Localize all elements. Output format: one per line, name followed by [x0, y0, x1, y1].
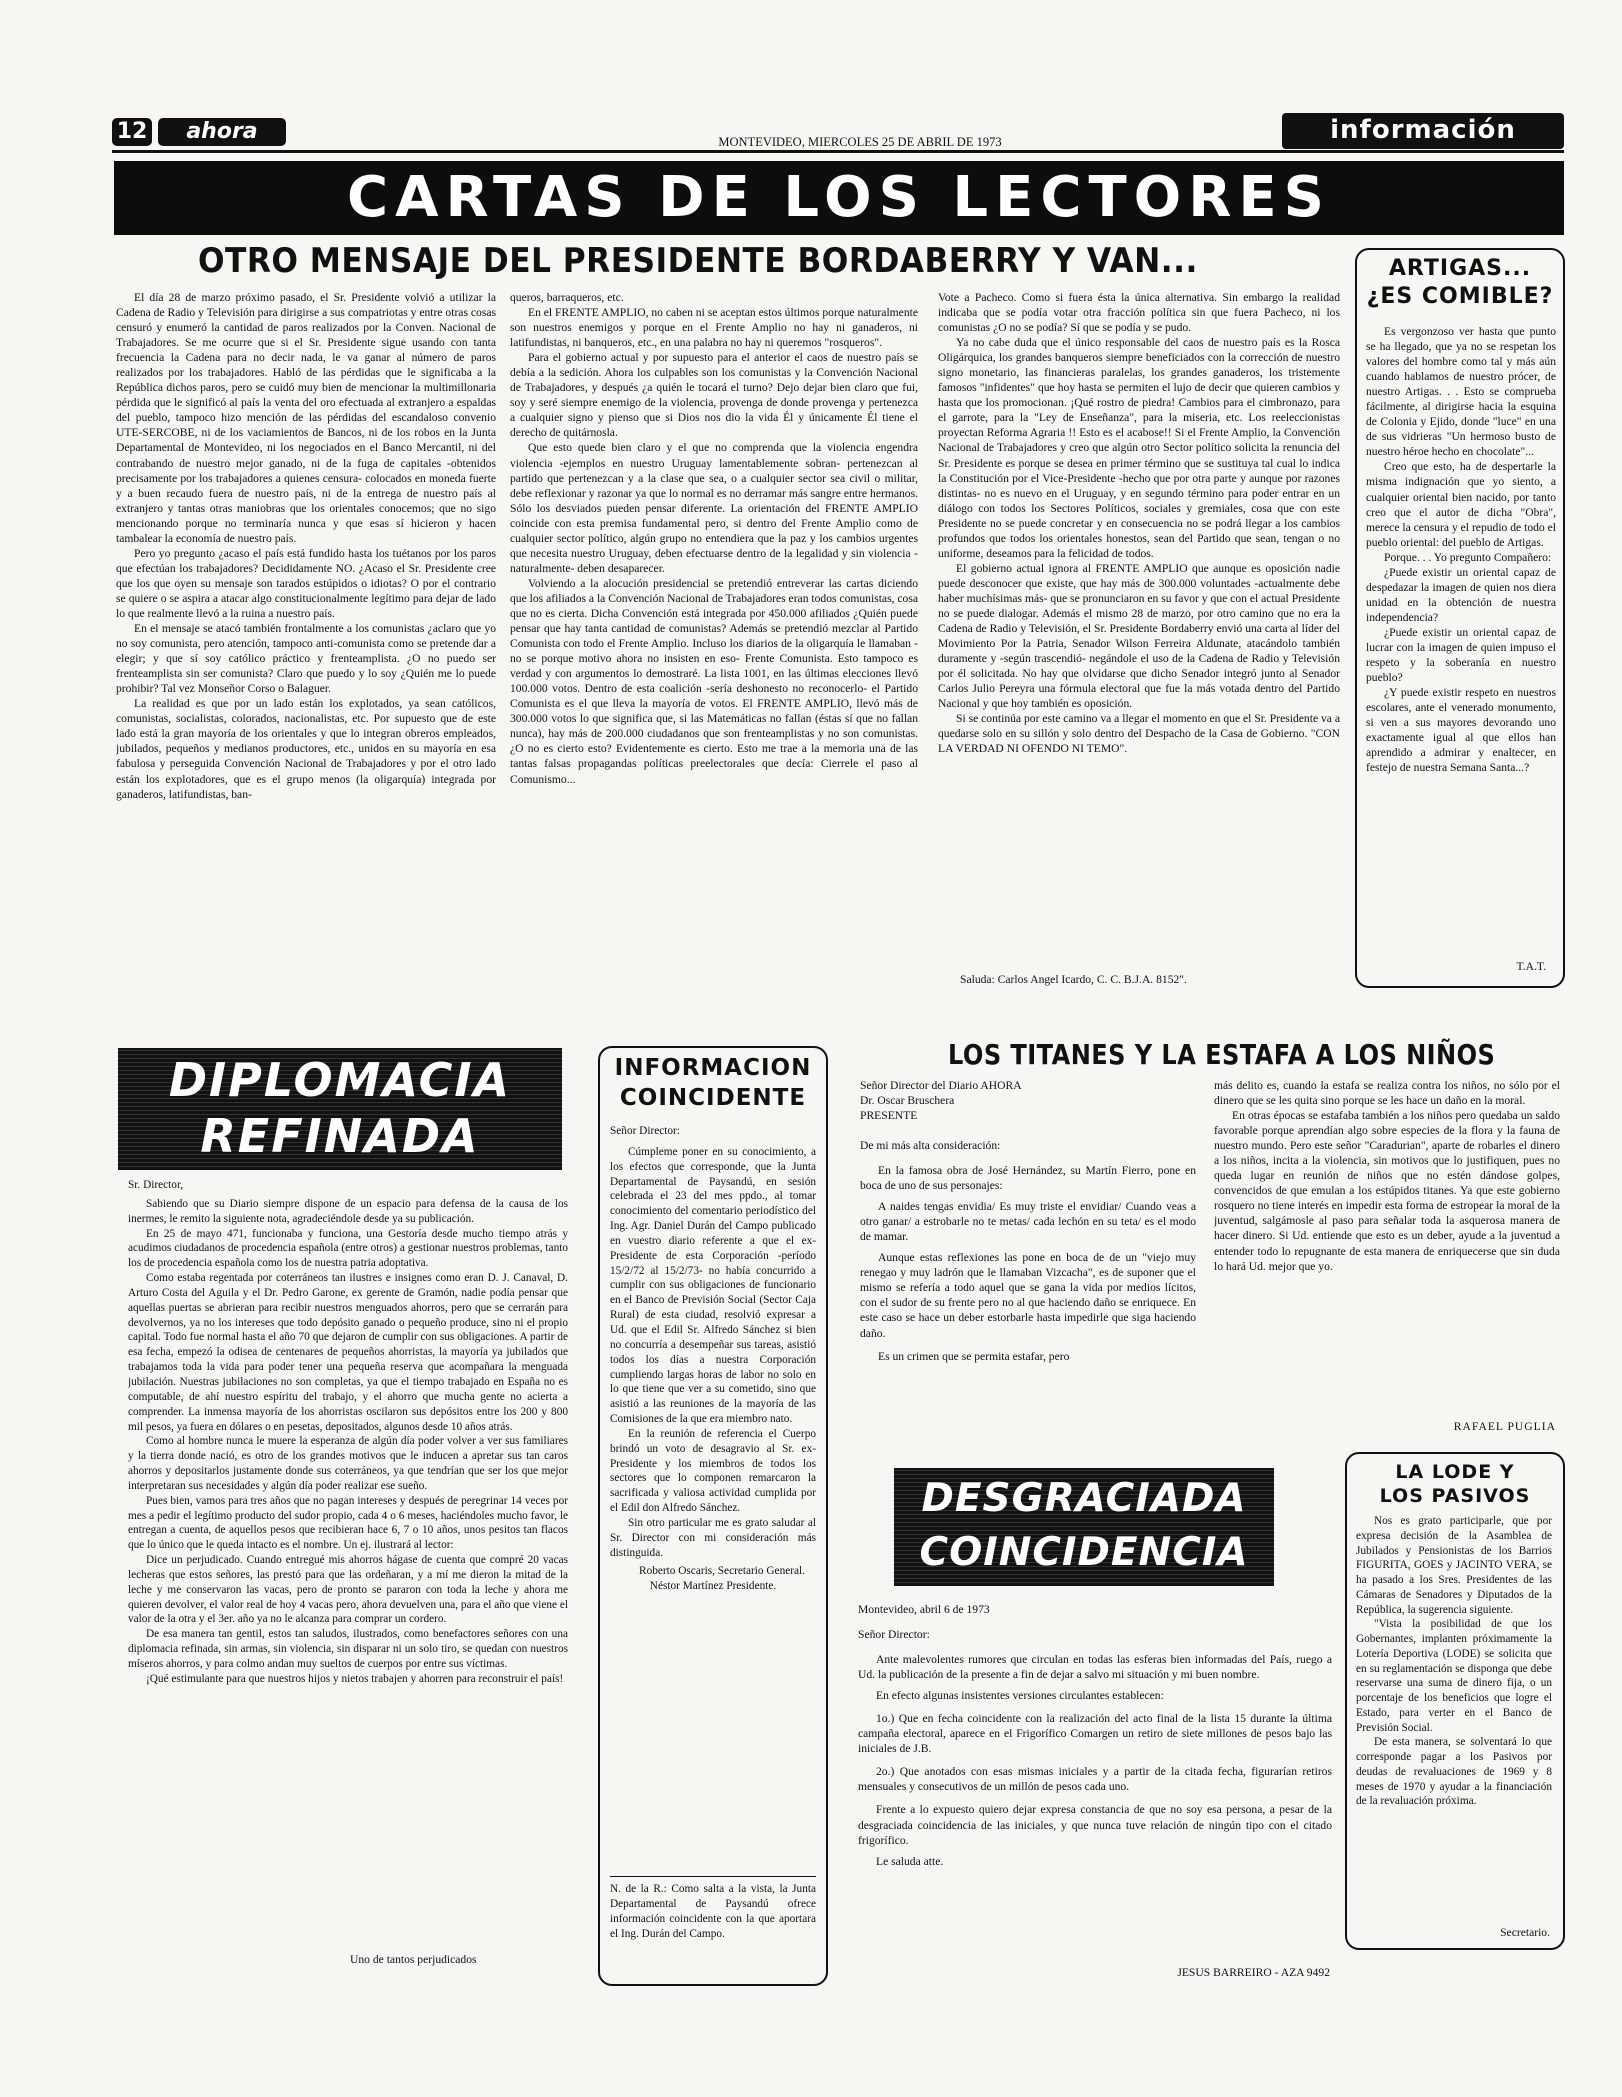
titanes-addressee: PRESENTE [860, 1109, 918, 1123]
diplomacia-paragraph: Como al hombre nunca le muere la esperanza de algún día poder volver a ver sus familiares y la tierra donde nació, es otro de los grandes motivos que le inducen a apretar sus tan caros ahorros y depositarlos justamente donde sus coterráneos, ya que tendrían que ser los que mejor interpretaran sus necesidades y algún día poder realizar ese sueño. [128, 1435, 568, 1492]
letter1-signature: Saluda: Carlos Angel Icardo, C. C. B.J.A. 8152". [960, 973, 1187, 986]
page-number: 12 [112, 118, 152, 146]
masthead-rule [112, 150, 1564, 153]
titanes-greeting: De mi más alta consideración: [860, 1139, 1001, 1152]
artigas-signature: T.A.T. [1516, 960, 1546, 973]
diplomacia-paragraph: En 25 de mayo 471, funcionaba y funciona, una Gestoría desde mucho tiempo atrás y acudimos ciudadanos de procedencia española (entre otros) a gestionar nuestros problemas, tanto los de procedencia española como los de nuestra patria adoptativa. [128, 1227, 568, 1270]
letter1-headline: OTRO MENSAJE DEL PRESIDENTE BORDABERRY Y VAN... [198, 241, 1198, 281]
titanes-header [860, 1078, 1200, 1134]
lode-body [1356, 1514, 1552, 1924]
titanes-paragraph: En otras épocas se estafaba también a los niños pero quedaba un saldo favorable porque aprendían algo sobre especies de la flora y la fauna de nuestro mundo. Pero este señor "Caradurian", aparte de robarles el dinero a los niños, incita a la violencia, sin motivos que lo justifiquen, pues no queda lugar en reunión de niños que no estén dándose golpes, convencidos de que emulan a los estúpidos titanes. Ya que este gobierno rosquero no tiene interés en impedir esta forma de estropear la moral de la juventud, salgámosle al paso para señalar toda la asquerosa manera de hacer dinero. Si Ud. entiende que esto es un deber, ayude a la juventud a entender todo lo repugnante de esta manera de enriquecerse que sin duda lo hará Ud. mejor que yo. [1214, 1109, 1560, 1273]
letter1-column-3 [938, 290, 1340, 962]
letter1-paragraph: Vote a Pacheco. Como si fuera ésta la única alternativa. Sin embargo la realidad indicaba que se podía votar otra fracción política sin que fuera Pacheco, ni los comunistas ¿O no se podía? Sí que se podía y se pudo. [938, 291, 1340, 335]
titanes-addressee: Señor Director del Diario AHORA [860, 1079, 1022, 1092]
titanes-column-2 [1214, 1078, 1560, 1418]
artigas-paragraph: Es vergonzoso ver hasta que punto se ha llegado, que ya no se respetan los valores del hombre como tal y más aún cuando hablamos de nuestro prócer, de nuestro Artigas. . . Esto se comprueba fácilmente, al dirigirse hacia la esquina de Colonia y Ejido, donde "luce" en una de sus vidrieras "Un hermoso busto de nuestro héroe hecho en chocolate"... [1366, 325, 1556, 459]
diplomacia-paragraph: Como estaba regentada por coterráneos tan ilustres e insignes como eran D. J. Canaval, D. Arturo Costa del Aguila y el Dr. Pedro Garone, ex gerente de Gramón, nadie podía pensar que aquellas puertas se abrieran para recibir nuestros menguados ahorros, pero que se cerrarán para devolvernos, ya no los intereses que todo depósito ganado o pequeño produce, sino ni el propio capital. Todo fue normal hasta el año 70 que dejaron de cumplir con sus obligaciones. A partir de esa fecha, empezó la odisea de centenares de pequeños ahorristas, la mayoría ya jubilados que trabajamos toda la vida para poder tener una pequeña reserva que acompañara la menguada jubilación. Nuestras jubilaciones no son completas, ya que el tiempo trabajado en España no es computable, de ahí nuestro espíritu del trabajo, y el ahorro que mucha gente no acierta a comprender. La inmensa mayoría de los ahorristas oscilaron sus depósitos entre los 200 y 800 mil pesos, ya fuera en dólares o en pesetas, depositados, algunos desde 10 años atrás. [128, 1272, 568, 1433]
lode-title: LA LODE Y [1395, 1461, 1515, 1483]
artigas-paragraph: Creo que esto, ha de despertarle la misma indignación que yo siento, a cualquier oriental bien nacido, por tanto creo que el autor de dicha "Obra", merece la censura y el repudio de todo el pueblo oriental: del pueblo de Artigas. [1366, 460, 1556, 549]
letter1-column-1 [116, 290, 496, 990]
desgraciada-paragraph: 2o.) Que anotados con esas mismas iniciales y a partir de la citada fecha, figurarían retiros mensuales y consecutivos de un millón de pesos cada uno. [858, 1765, 1332, 1794]
lode-paragraph: De esta manera, se solventará lo que corresponde pagar a los Pasivos por deudas de revaluaciones de 1969 y 8 meses de 1970 y ayudar a la financiación de la revaluación próxima. [1356, 1736, 1552, 1808]
letter1-paragraph: El gobierno actual ignora al FRENTE AMPLIO que aunque es oposición nadie puede desconocer que existe, que hay más de 300.000 voluntades -actualmente debe haber muchísimas más- que se pronunciaron en su favor y que con el actual Presidente no se puede dialogar. Además el mismo 28 de marzo, por otro camino que no era la Cadena de Radio y Televisión, el Sr. Presidente Bordaberry envió una carta al líder del Movimiento Por la Patria, Senador Wilson Ferreira Aldunate, atacándolo también duramente y -según trascendió- negándole el uso de la Cadena de Radio y Televisión por él solicitada. No hay que olvidarse que dicho Senador integró junto al Senador Carlos Julio Pereyra una fórmula electoral que fue la más votada dentro del Partido Nacional y que hoy también es oposición. [938, 561, 1340, 711]
letter1-paragraph: En el FRENTE AMPLIO, no caben ni se aceptan estos últimos porque naturalmente son nuestros enemigos y porque en el Frente Amplio no hay ni ganaderos, ni latifundistas, ni banqueros, etc., en una palabra no hay ni queremos "rosqueros". [510, 306, 918, 350]
titanes-paragraph: En la famosa obra de José Hernández, su Martín Fierro, pone en boca de uno de sus personajes: [860, 1164, 1196, 1193]
desgraciada-paragraph: En efecto algunas insistentes versiones circulantes establecen: [876, 1689, 1164, 1703]
titanes-quote: A naides tengas envidia/ Es muy triste el envidiar/ Cuando veas a otro ganar/ a estrobarle no te metas/ cada lechón en su teta/ es el modo de mamar. [860, 1200, 1196, 1244]
letter1-column-2 [510, 290, 918, 990]
letter1-paragraph: Para el gobierno actual y por supuesto para el anterior el caos de nuestro país se debía a la sedición. Ahora los culpables son los comunistas y la Convención Nacional de Trabajadores, y después ¿a quién le tocará el turno? Dejo dejar bien claro que fui, soy y seré siempre enemigo de la violencia, provenga de donde provenga y pertenezca a cualquier signo y pienso que si Dios nos dio la vida Él y únicamente Él tiene el derecho de quitárnosla. [510, 351, 918, 440]
letter1-paragraph: Que esto quede bien claro y el que no comprenda que la violencia engendra violencia -ejemplos en nuestro Uruguay lamentablemente sobran- pertenezcan al partido que pertenezcan y a la clase que sea, o a cualquier sector sea civil o militar, debe reflexionar y razonar ya que lo normal es no derramar más sangre entre hermanos. Sólo los desviados pueden pensar diferente. La orientación del FRENTE AMPLIO coincide con esta premisa fundamental pero, si dentro del Frente Amplio como de cualquier sector político, algún grupo no entendiera que la paz y los cambios urgentes que necesita nuestro Uruguay, deben efectuarse dentro de la legalidad y sin violencia -naturalmente- deben desaparecer. [510, 441, 918, 575]
letter1-paragraph: Si se continúa por este camino va a llegar el momento en que el Sr. Presidente va a quedarse solo en su sillón y solo dentro del Despacho de la Casa de Gobierno. "CON LA VERDAD NI OFENDO NI TEMO". [938, 712, 1340, 756]
informacion-signature: Roberto Oscaris, Secretario General. Néstor Martínez Presidente. [639, 1565, 805, 1593]
lode-paragraph: Nos es grato participarle, que por expresa decisión de la Asamblea de Jubilados y Pensionistas de los Barrios FIGURITA, GOES y JACINTO VERA, se ha pasado a los Sres. Presidentes de las Cámaras de Senadores y Diputados de la República, la sugerencia siguiente. [1356, 1515, 1552, 1616]
informacion-editor-note [610, 1882, 816, 1982]
artigas-subtitle: ¿ES COMIBLE? [1366, 284, 1554, 309]
diplomacia-paragraph: ¡Qué estimulante para que nuestros hijos y nietos trabajen y ahorren para reconstruir el país! [146, 1672, 564, 1685]
titanes-signature: RAFAEL PUGLIA [1453, 1420, 1556, 1433]
diplomacia-salutation: Sr. Director, [128, 1179, 184, 1191]
informacion-body [610, 1124, 816, 1864]
informacion-subtitle: COINCIDENTE [619, 1085, 807, 1111]
artigas-body [1366, 324, 1556, 944]
desgraciada-body [858, 1602, 1332, 1954]
letter1-paragraph: La realidad es que por un lado están los explotados, ya sean católicos, comunistas, socialistas, colorados, nacionalistas, etc. Por supuesto que de este lado está la gran mayoría de los orientales y que lo integran obreros empleados, jubilados, pequeños y medianos productores, etc., unidos en su mayoría en esa fabulosa y perseguida Convención Nacional de Trabajadores y por el otro lado están los explotadores, que es el grupo menos (la oligarquía) integrada por ganaderos, latifundistas, ban- [116, 697, 496, 801]
informacion-rule [610, 1876, 816, 1877]
lode-subtitle: LOS PASIVOS [1379, 1485, 1531, 1507]
desgraciada-paragraph: Frente a lo expuesto quiero dejar expresa constancia de que no soy esa persona, a pesar de la desgraciada coincidencia de las iniciales, y que nunca tuve relación de ningún tipo con el citado frigorífico. [858, 1803, 1332, 1847]
ahora-logo: ahora [158, 118, 286, 146]
artigas-paragraph: ¿Y puede existir respeto en nuestros escolares, ante el venerado monumento, si ven a sus mayores devorando uno exactamente igual al que ellos han aprendido a admirar y enaltecer, en festejo de nuestra Semana Santa...? [1366, 686, 1556, 775]
titanes-paragraph: más delito es, cuando la estafa se realiza contra los niños, no sólo por el dinero que se les quita sino porque se les hace un daño en la moral. [1214, 1079, 1560, 1108]
informacion-paragraph: En la reunión de referencia el Cuerpo brindó un voto de desagravio al Sr. ex-Presidente y los miembros de todos los sectores que lo componen remarcaron la sacrificada y valiosa actividad cumplida por el Edil don Alfredo Sánchez. [610, 1427, 816, 1515]
diplomacia-body [128, 1178, 568, 1926]
diplomacia-paragraph: Pues bien, vamos para tres años que no pagan intereses y después de peregrinar 14 veces por mes a pedir el legítimo producto del sudor propio, cada 4 o 6 meses, haciéndoles mucho favor, le entregan a cuenta, de aquellos pesos que recibieran hace 6, 7 o 10 años, unos pesitos tan flacos que lo único que le queda intacto es el nombre. Un ej. ilustrará al lector: [128, 1494, 568, 1552]
desgraciada-title-line-1: DESGRACIADA [921, 1476, 1247, 1521]
informacion-title: INFORMACION [614, 1055, 812, 1081]
lode-signature: Secretario. [1500, 1926, 1550, 1939]
informacion-paragraph: Sin otro particular me es grato saludar al Sr. Director con mi consideración más distinguida. [610, 1516, 816, 1559]
diplomacia-title-line-1: DIPLOMACIA [168, 1053, 512, 1107]
artigas-paragraph: ¿Puede existir un oriental capaz de despedazar la imagen de quien nos diera unidad en la obtención de nuestra independencia? [1366, 565, 1556, 624]
desgraciada-signature: JESUS BARREIRO - AZA 9492 [1177, 1966, 1330, 1979]
diplomacia-paragraph: De esa manera tan gentil, estos tan saludos, ilustrados, como benefactores señores con una diplomacia refinada, sin armas, sin violencia, sin disparar ni un solo tiro, se quedan con nuestros míseros ahorros, y para colmo andan muy sueltos de cuerpos por entre sus víctimas. [128, 1628, 568, 1670]
artigas-paragraph: Porque. . . Yo pregunto Compañero: [1384, 550, 1552, 564]
desgraciada-paragraph: Ante malevolentes rumores que circulan en todas las esferas bien informadas del País, ruego a Ud. la publicación de la presente a fin de dejar a salvo mi situación y mi buen nombre. [858, 1653, 1332, 1682]
banner-title: CARTAS DE LOS LECTORES [347, 165, 1331, 230]
letter1-paragraph: Ya no cabe duda que el único responsable del caos de nuestro país es la Rosca Oligárquica, los grandes banqueros siempre beneficiados con la corrección de nuestro signo monetario, las financieras paralelas, los grandes ganaderos, los tristemente famosos "infidentes" que hoy hasta se permiten el lujo de decir que quieren cambios y hasta que los promocionan. ¡Qué rostro de piedra! Cambios para el cimbronazo, para el garrote, para la "Ley de Enseñanza", para la miseria, etc. Los reeleccionistas proyectan Reforma Agraria !! Esto es el acabose!! Si el Frente Amplio, la Convención Nacional de Trabajadores y creo que algún otro Sector político solicita la renuncia del Sr. Presidente es porque se desea en primer término que se sustituya tal cual lo indica la Constitución por el Vice-Presidente -hecho que por otra parte y aunque por razones distintas- no es nuevo en el Uruguay, y en segundo término para poder entrar en un diálogo con todos los Sectores Políticos, sociales y gremiales, cosa que con este Presidente no se puede concretar y en consecuencia no se podrá llegar a los cambios profundos que todos los orientales honestos, sean del Partido que sean, tengan o no uniforme, deseamos para la felicidad de todos. [938, 336, 1340, 560]
diplomacia-signature: Uno de tantos perjudicados [350, 1953, 477, 1966]
titanes-column-1 [860, 1138, 1196, 1448]
artigas-paragraph: ¿Puede existir un oriental capaz de lucrar con la imagen de quien impuso el respeto y la soberanía en nuestro pueblo? [1366, 625, 1556, 685]
letter1-paragraph: queros, barraqueros, etc. [510, 291, 624, 304]
section-label: información [1282, 113, 1564, 149]
letter1-paragraph: Volviendo a la alocución presidencial se pretendió entreverar las cartas diciendo que los afiliados a la Convención Nacional de Trabajadores eran todos comunistas, cosa que no es cierta. Dicha Convención está integrada por 450.000 afiliados ¿Quién puede pensar que hay tanta cantidad de comunistas? Además se pretendió mezclar al Partido Comunista con todo el Frente Amplio. Incluso los diarios de la oligarquía le llamaban -no se porque motivo ahora no insisten en eso- Frente Comunista. Esto tampoco es verdad y con argumentos lo demostraré. La lista 1001, en las últimas elecciones llevó 100.000 votos. Dentro de esta coalición -sería deshonesto no reconocerlo- el Partido Comunista es el que lleva la mayoría de votos. El FRENTE AMPLIO, llevó más de 300.000 votos lo que significa que, si las Matemáticas no fallan (éstas sí que no fallan nunca), hay más de 200.000 ciudadanos que son frenteamplistas y no son comunistas. ¿O no es cierto esto? Evidentemente es cierto. Esto me trae a la memoria una de las tantas falsas propagandas políticas preelectorales que decía: Cierrele el paso al Comunismo... [510, 576, 918, 786]
titanes-paragraph: Aunque estas reflexiones las pone en boca de de un "viejo muy renegao y muy ladrón que le llamaban Vizcacha", es de suponer que el mismo se refería a todo aquel que se gana la vida por medios lícitos, con el sudor de su frente pero no al que haciendo daño se enriquece. En este caso se hace un deber estorbarle hasta impedirle que siga haciendo daño. [860, 1251, 1196, 1340]
informacion-salutation: Señor Director: [610, 1125, 680, 1137]
diplomacia-paragraph: Dice un perjudicado. Cuando entregué mis ahorros hágase de cuenta que compré 20 vacas lecheras que estos señores, las prestó para que las ordeñaran, y a mí me dieron la mitad de la leche y me conservaron las vacas, pero de pronto se pararon con toda la leche y ahora me quieren devolver, el valor real de hoy 4 vacas pero, ahora devuelven una, para el año que viene el valor de la otra y el 3er. año ya no le alcanza para comprar un cordero. [128, 1554, 568, 1626]
titanes-paragraph: Es un crimen que se permita estafar, pero [878, 1349, 1070, 1363]
desgraciada-paragraph: 1o.) Que en fecha coincidente con la realización del acto final de la lista 15 durante la última campaña electoral, aparece en el Frigorífico Comargen un retiro de siete millones de pesos bajo las iniciales de J.B. [858, 1712, 1332, 1756]
desgraciada-title-line-2: COINCIDENCIA [919, 1530, 1249, 1575]
titanes-addressee: Dr. Oscar Bruschera [860, 1094, 955, 1108]
diplomacia-title-line-2: REFINADA [200, 1109, 480, 1163]
desgraciada-closing: Le saluda atte. [876, 1854, 944, 1868]
titanes-headline: LOS TITANES Y LA ESTAFA A LOS NIÑOS [948, 1038, 1496, 1071]
diplomacia-paragraph: Sabiendo que su Diario siempre dispone de un espacio para defensa de la causa de los inermes, le remito la siguiente nota, agradeciéndole desde ya su publicación. [128, 1197, 568, 1225]
lode-paragraph: "Vista la posibilidad de que los Gobernantes, implanten próximamente la Lotería Deportiva (LODE) se solicita que en su reglamentación se disponga que debe reservarse una suma de dinero fija, o un porcentaje de los beneficios que logre el Estado, para verter en el Banco de Previsión Social. [1356, 1618, 1552, 1734]
letter1-paragraph: El día 28 de marzo próximo pasado, el Sr. Presidente volvió a utilizar la Cadena de Radio y Televisión para dirigirse a sus compatriotas y entre otras cosas censuró y enumeró la cantidad de paros realizados por la Conven. Nacional de Trabajadores. Se me ocurre que si el Sr. Presidente sigue usando con tanta frecuencia la Cadena para no decir nada, le va ganar al número de paros realizados por los trabajadores. Habló de las pérdidas que le significaba a la República dichos paros, pero se cuidó muy bien de mencionar la multimillonaria pérdida que le significó al país la venta del oro efectuada al extranjero a espaldas del pueblo, tampoco hizo mención de las pérdidas del escandaloso convenio UTE-SERCOBE, ni de los vaciamientos de Bancos, ni de los robos en la Junta Departamental de Montevideo, ni los negociados en el Banco Mercantil, ni del contrabando de nuestro mejor ganado, ni de la fuga de capitales -obtenidos precisamente por los trabajadores a quienes censura- colocados en moneda fuerte y a buen recaudo fuera de nuestro país, ni de la entrega de nuestro país al extranjero y tantas otras maniobras que los orientales conocemos; que no sigo mencionando porque no terminaría nunca y que esas sí hicieron y hacen tambalear la economía de nuestro país. [116, 291, 496, 545]
informacion-paragraph: Cúmpleme poner en su conocimiento, a los efectos que corresponde, que la Junta Departamental de Paysandú, en sesión celebrada el 23 del mes ppdo., al tomar conocimiento del comentario periodístico del Ing. Agr. Daniel Durán del Campo publicado en vuestro diario referente a que el ex-Presidente de esta Corporación -período 15/2/72 al 15/2/73- no había concurrido a cumplir con sus obligaciones de funcionario en el Banco de Previsión Social (Sector Caja Rural) de esta ciudad, resolvió expresar a Ud. que el Edil Sr. Alfredo Sánchez si bien no concurría a desempeñar sus tareas, asistió todos los días a nuestra Corporación cumpliendo largas horas de labor no solo en lo que tiene que ver a su cometido, sino que asistió a las reuniones de la mayoría de las Comisiones de la que era miembro nato. [610, 1145, 816, 1426]
informacion-note-text: N. de la R.: Como salta a la vista, la Junta Departamental de Paysandú ofrece información coincidente con la que aportara el Ing. Durán del Campo. [610, 1883, 816, 1940]
letter1-paragraph: Pero yo pregunto ¿acaso el país está fundido hasta los tuétanos por los paros que efectúan los trabajadores? Decididamente NO. ¿Acaso el Sr. Presidente cree que los que oyen su mensaje son tarados estúpidos o idiotas? O por el contrario se quiere o se aspira a atacar algo constitucionalmente legítimo para dejar de lado lo que realmente llevó a la ruina a nuestro país. [116, 546, 496, 620]
letter1-paragraph: En el mensaje se atacó también frontalmente a los comunistas ¿aclaro que yo no soy comunista, pero atención, tampoco anti-comunista como se pretende dar a elegir; y que sí soy católico práctico y frenteamplista. ¿O no puedo ser frenteamplista sin ser comunista? Claro que puedo y lo soy ¿Quién me lo puede prohibir? Tal vez Monseñor Corso o Balaguer. [116, 622, 496, 696]
artigas-title: ARTIGAS... [1388, 256, 1532, 281]
dateline: MONTEVIDEO, MIERCOLES 25 DE ABRIL DE 1973 [718, 135, 1002, 149]
desgraciada-dateline: Montevideo, abril 6 de 1973 [858, 1603, 990, 1616]
desgraciada-salutation: Señor Director: [858, 1628, 930, 1642]
